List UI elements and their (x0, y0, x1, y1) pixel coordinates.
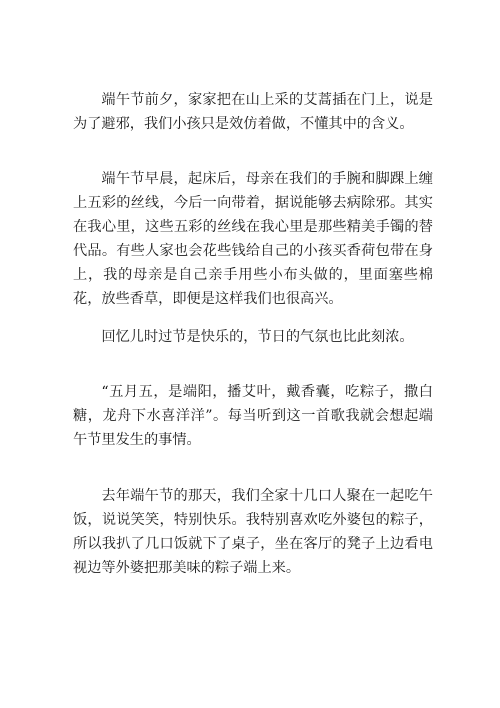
paragraph-2: 端午节早晨，起床后，母亲在我们的手腕和脚踝上缠上五彩的丝线，今后一向带着，据说能够去病除邪。其实在我心里，这些五彩的丝线在我心里是那些精美手镯的替代品。有些人家也会花些钱给自己的小孩买香荷包带在身上，我的母亲是自己亲手用些小布头做的，里面塞些棉花，放些香草，即便是这样我们也很高兴。 (73, 171, 433, 307)
paragraph-1: 端午节前夕，家家把在山上采的艾蒿插在门上，说是为了避邪，我们小孩只是效仿着做，不懂其中的含义。 (73, 92, 433, 132)
paragraph-3: 回忆儿时过节是快乐的，节日的气氛也比此刻浓。 (101, 329, 414, 345)
paragraph-4: “五月五，是端阳，播艾叶，戴香囊，吃粽子，撒白糖，龙舟下水喜洋洋”。每当听到这一首歌我就会想起端午节里发生的事情。 (73, 384, 433, 448)
paragraph-5: 去年端午节的那天，我们全家十几口人聚在一起吃午饭，说说笑笑，特别快乐。我特别喜欢吃外婆包的粽子，所以我扒了几口饭就下了桌子，坐在客厅的凳子上边看电视边等外婆把那美味的粽子端上来。 (73, 488, 433, 576)
